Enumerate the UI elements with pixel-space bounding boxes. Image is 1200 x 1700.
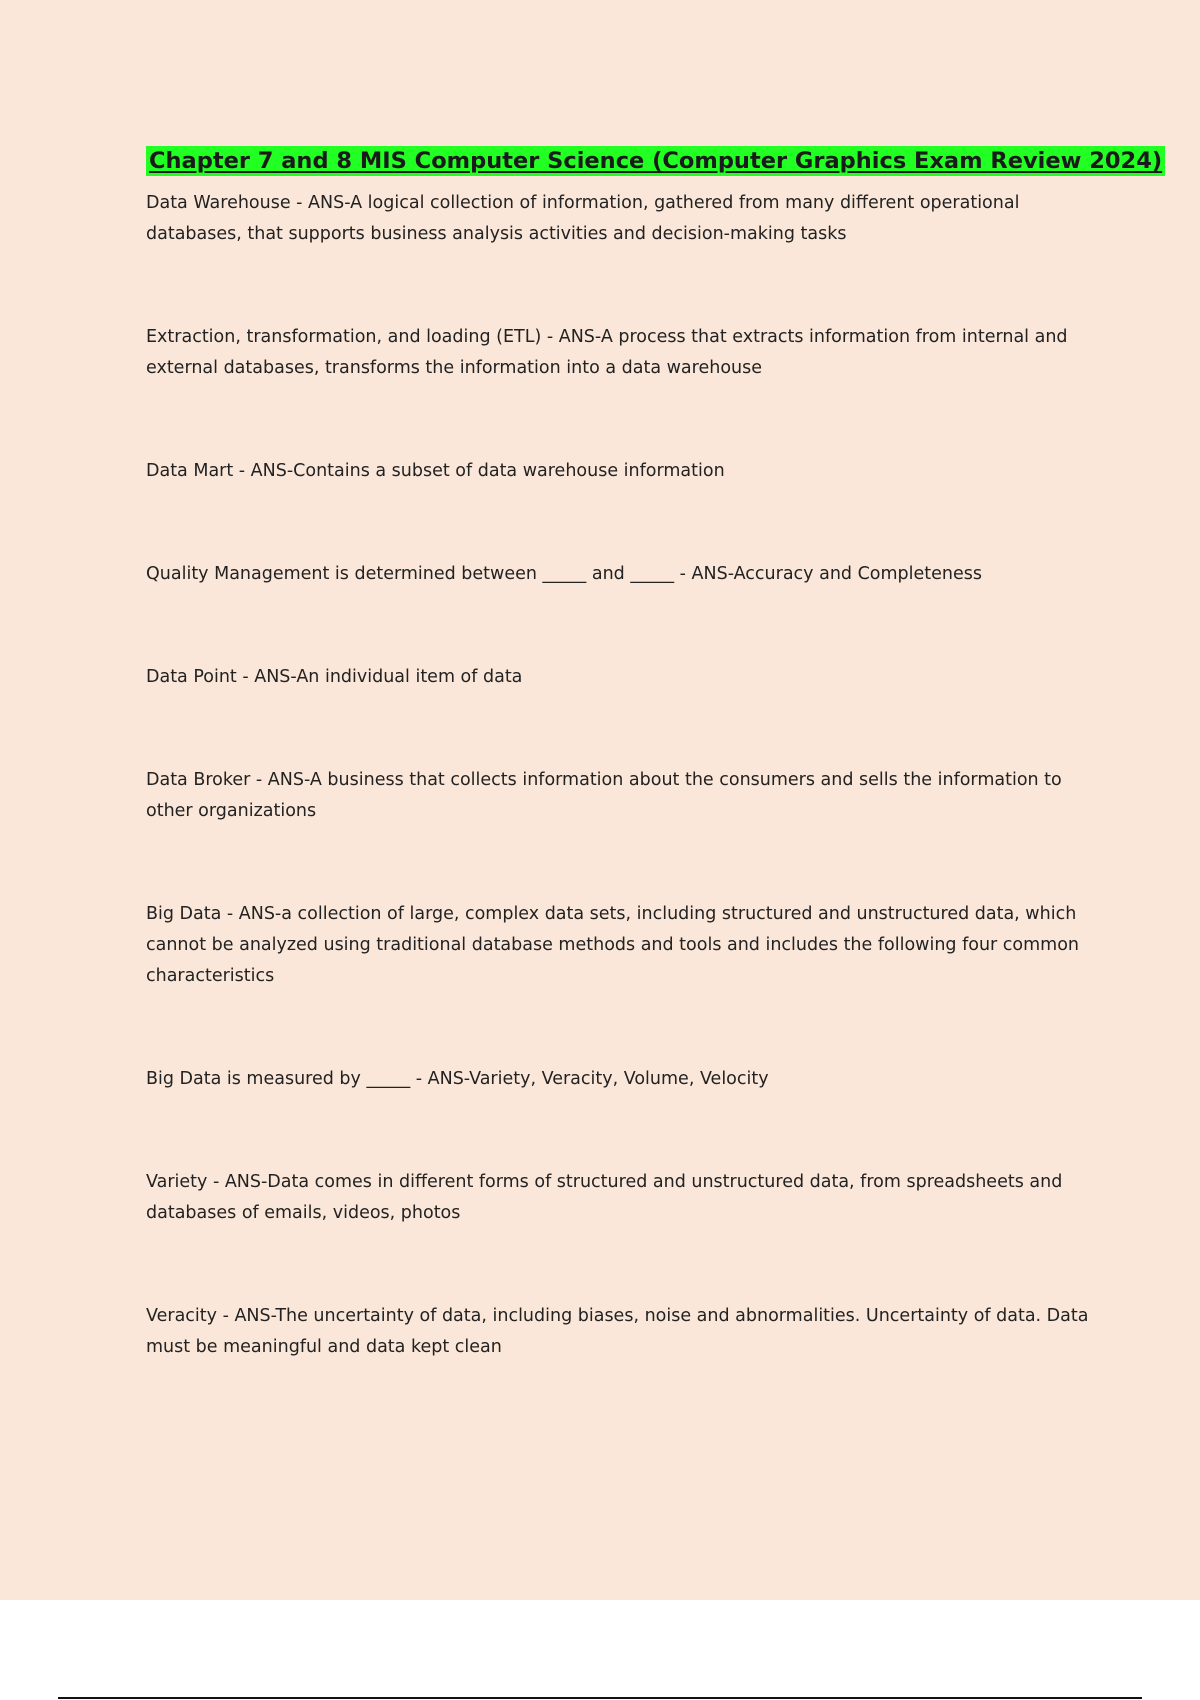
- document-body: [146, 146, 1163, 1363]
- title-block: [146, 146, 1163, 176]
- qa-entry-variety: Variety - ANS-Data comes in different forms of structured and unstructured data, from spreadsheets and databases of emails, videos, photos: [146, 1172, 1063, 1223]
- qa-entry-quality-management: Quality Management is determined between _____ and _____ - ANS-Accuracy and Completeness: [146, 564, 983, 584]
- document-title: Chapter 7 and 8 MIS Computer Science (Computer Graphics Exam Review 2024): [146, 146, 1165, 176]
- qa-entry-data-broker: Data Broker - ANS-A business that collects information about the consumers and sells the information to other organizations: [146, 770, 1062, 821]
- footer-divider: [58, 1697, 1142, 1699]
- qa-entry-big-data-measured: Big Data is measured by _____ - ANS-Variety, Veracity, Volume, Velocity: [146, 1069, 769, 1089]
- qa-entry-etl: Extraction, transformation, and loading (ETL) - ANS-A process that extracts information from internal and external databases, transforms the information into a data warehouse: [146, 327, 1068, 378]
- qa-entry-big-data: Big Data - ANS-a collection of large, complex data sets, including structured and unstructured data, which cannot be analyzed using traditional database methods and tools and includes the following four common characteristics: [146, 904, 1080, 986]
- qa-entry-data-point: Data Point - ANS-An individual item of data: [146, 667, 523, 687]
- qa-entry-data-mart: Data Mart - ANS-Contains a subset of data warehouse information: [146, 461, 725, 481]
- qa-entry-data-warehouse: Data Warehouse - ANS-A logical collection of information, gathered from many different operational databases, that supports business analysis activities and decision-making tasks: [146, 193, 1020, 244]
- qa-entry-veracity: Veracity - ANS-The uncertainty of data, including biases, noise and abnormalities. Uncertainty of data. Data must be meaningful and data kept clean: [146, 1306, 1089, 1357]
